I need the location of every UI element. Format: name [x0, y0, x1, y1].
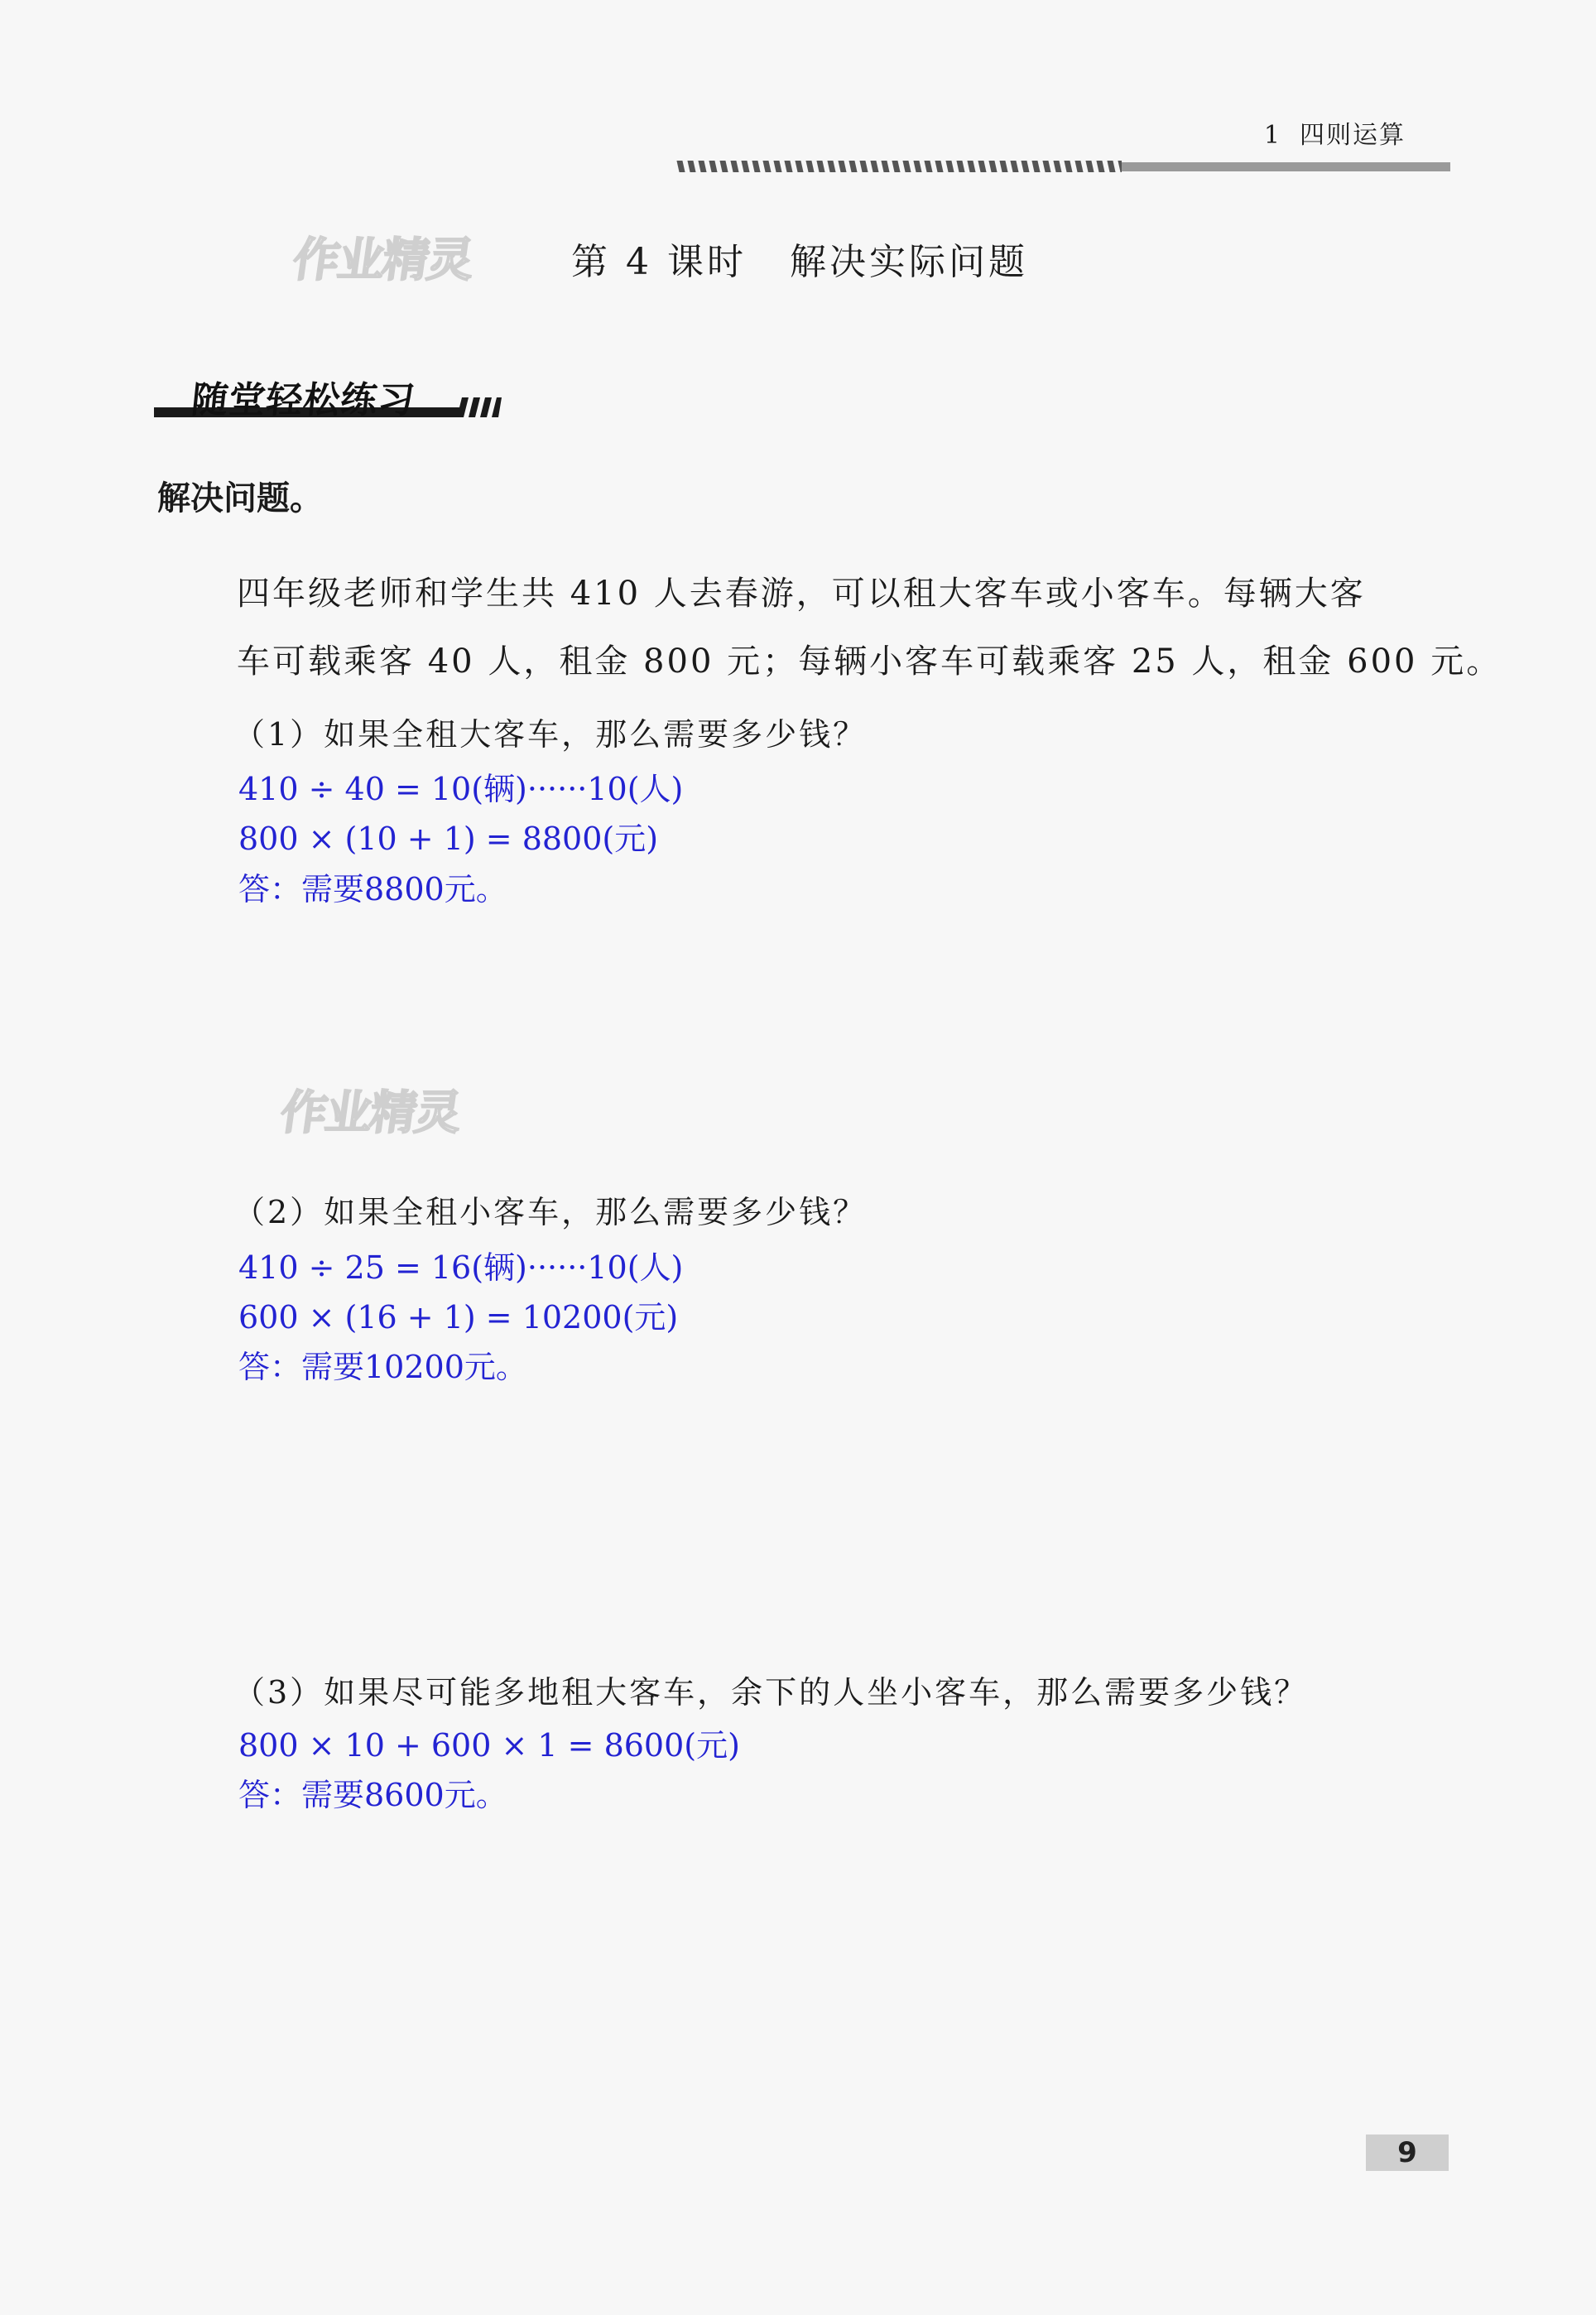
lesson-title [571, 232, 1028, 285]
problem-line: 四年级老师和学生共 410 人去春游，可以租大客车或小客车。每辆大客 [237, 575, 1366, 613]
chapter-number: 1 [1263, 121, 1281, 150]
page-number: 9 [1397, 2136, 1417, 2169]
chapter-title: 四则运算 [1300, 121, 1406, 150]
question-2: （2）如果全租小客车，那么需要多少钱？ [233, 1194, 868, 1230]
watermark: 作业精灵 [289, 233, 476, 287]
section-title: 随堂轻松练习 [189, 379, 418, 421]
answer-2-line: 410 ÷ 25 = 16(辆)······10(人) [238, 1249, 684, 1286]
watermark: 作业精灵 [276, 1086, 464, 1140]
instruction: 解决问题。 [157, 479, 323, 517]
answer-1-conclusion: 答：需要8800元。 [238, 871, 507, 907]
question-3: （3）如果尽可能多地租大客车，余下的人坐小客车，那么需要多少钱？ [233, 1674, 1309, 1711]
lesson-topic: 解决实际问题 [789, 241, 1028, 283]
answer-1-line: 410 ÷ 40 = 10(辆)······10(人) [238, 771, 684, 807]
answer-2-conclusion: 答：需要10200元。 [238, 1349, 527, 1385]
header-stripe [675, 159, 1450, 174]
answer-2-line: 600 × (16 + 1) = 10200(元) [238, 1299, 679, 1336]
chapter-heading [1264, 114, 1406, 151]
lesson-number: 第 4 课时 [571, 241, 747, 283]
question-1: （1）如果全租大客车，那么需要多少钱？ [233, 716, 868, 753]
problem-line: 车可载乘客 40 人，租金 800 元；每辆小客车可载乘客 25 人，租金 600 元。 [237, 643, 1502, 681]
answer-3-conclusion: 答：需要8600元。 [238, 1777, 507, 1813]
answer-3-line: 800 × 10 + 600 × 1 = 8600(元) [238, 1727, 740, 1764]
answer-1-line: 800 × (10 + 1) = 8800(元) [238, 821, 659, 857]
